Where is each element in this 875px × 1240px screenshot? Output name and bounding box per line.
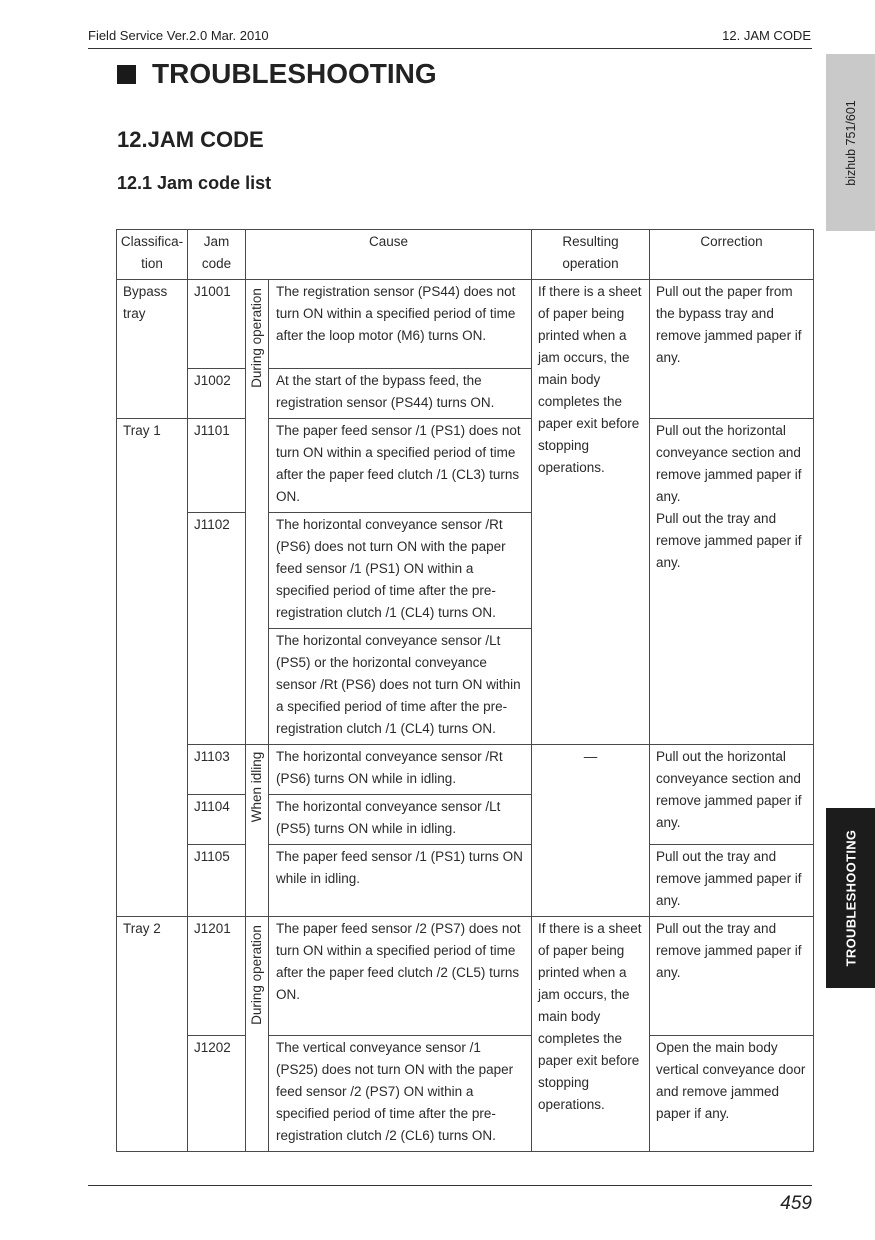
classification-cell: Tray 1 [117, 419, 188, 917]
jam-code-cell: J1101 [188, 419, 246, 513]
section-title: 12.JAM CODE [117, 127, 264, 152]
jam-code-cell: J1202 [188, 1036, 246, 1152]
result-cell: If there is a sheet of paper being printed when a jam occurs, the main body completes the paper exit before stopping operations. [532, 280, 650, 745]
cause-cell: The horizontal conveyance sensor /Rt (PS6) does not turn ON with the paper feed sensor /1 (PS1) ON within a specified period of time after the pre-registration clutch /1 (CL4) turns ON. [269, 513, 532, 629]
phase-label: When idling [249, 751, 264, 823]
section-side-tab [826, 808, 875, 988]
footer-rule [88, 1185, 812, 1186]
correction-cell: Pull out the tray and remove jammed paper if any. [650, 917, 814, 1036]
section-side-tab-label: TROUBLESHOOTING [843, 829, 858, 967]
correction-cell: Pull out the horizontal conveyance section and remove jammed paper if any. [650, 745, 814, 845]
chapter-title-text: TROUBLESHOOTING [152, 58, 437, 89]
page-number: 459 [780, 1193, 812, 1214]
cause-cell: At the start of the bypass feed, the registration sensor (PS44) turns ON. [269, 369, 532, 419]
cause-cell: The registration sensor (PS44) does not turn ON within a specified period of time after the loop motor (M6) turns ON. [269, 280, 532, 369]
table-row [117, 745, 814, 795]
jam-code-cell: J1002 [188, 369, 246, 419]
cause-cell: The paper feed sensor /1 (PS1) does not turn ON within a specified period of time after the paper feed clutch /1 (CL3) turns ON. [269, 419, 532, 513]
phase-label: During operation [249, 288, 264, 388]
header-correction: Correction [650, 230, 814, 280]
table-header-row [117, 230, 814, 280]
square-bullet-icon [117, 65, 136, 84]
chapter-title [117, 58, 437, 90]
phase-cell [246, 917, 269, 1152]
jam-code-cell: J1001 [188, 280, 246, 369]
cause-cell: The paper feed sensor /2 (PS7) does not turn ON within a specified period of time after the paper feed clutch /2 (CL5) turns ON. [269, 917, 532, 1036]
table-row [117, 419, 814, 513]
header-rule [88, 48, 812, 49]
result-cell: If there is a sheet of paper being printed when a jam occurs, the main body completes the paper exit before stopping operations. [532, 917, 650, 1152]
jam-code-table [116, 229, 814, 1152]
correction-cell: Pull out the tray and remove jammed paper if any. [650, 845, 814, 917]
subsection-title: 12.1 Jam code list [117, 173, 272, 193]
cause-cell: The paper feed sensor /1 (PS1) turns ON while in idling. [269, 845, 532, 917]
table-row [117, 917, 814, 1036]
jam-code-cell: J1103 [188, 745, 246, 795]
header-cause: Cause [246, 230, 532, 280]
classification-cell: Bypass tray [117, 280, 188, 419]
header-resulting-operation: Resulting operation [532, 230, 650, 280]
header-right: 12. JAM CODE [722, 28, 811, 43]
correction-cell: Pull out the paper from the bypass tray and remove jammed paper if any. [650, 280, 814, 419]
table-row [117, 845, 814, 917]
correction-cell: Open the main body vertical conveyance door and remove jammed paper if any. [650, 1036, 814, 1152]
correction-line: Pull out the tray and remove jammed paper if any. [656, 511, 802, 570]
jam-code-cell: J1201 [188, 917, 246, 1036]
phase-label: During operation [249, 925, 264, 1025]
jam-code-cell: J1102 [188, 513, 246, 745]
result-cell: — [532, 745, 650, 917]
correction-cell [650, 419, 814, 745]
classification-cell: Tray 2 [117, 917, 188, 1152]
cause-cell: The vertical conveyance sensor /1 (PS25) does not turn ON with the paper feed sensor /2 (PS7) ON within a specified period of time after the pre-registration clutch /2 (CL6) turns ON. [269, 1036, 532, 1152]
header-jam-code: Jam code [188, 230, 246, 280]
cause-cell: The horizontal conveyance sensor /Rt (PS6) turns ON while in idling. [269, 745, 532, 795]
header-left: Field Service Ver.2.0 Mar. 2010 [88, 28, 269, 43]
phase-cell [246, 280, 269, 745]
table-row [117, 1036, 814, 1152]
phase-cell [246, 745, 269, 917]
header-classification: Classifica-tion [117, 230, 188, 280]
jam-code-cell: J1105 [188, 845, 246, 917]
cause-cell: The horizontal conveyance sensor /Lt (PS5) turns ON while in idling. [269, 795, 532, 845]
model-side-tab-label: bizhub 751/601 [843, 99, 858, 186]
table-row [117, 280, 814, 369]
correction-line: Pull out the horizontal conveyance section and remove jammed paper if any. [656, 423, 802, 504]
model-side-tab [826, 54, 875, 231]
cause-cell: The horizontal conveyance sensor /Lt (PS5) or the horizontal conveyance sensor /Rt (PS6) does not turn ON within a specified period of time after the pre-registration clutch /1 (CL4) turns ON. [269, 629, 532, 745]
jam-code-cell: J1104 [188, 795, 246, 845]
